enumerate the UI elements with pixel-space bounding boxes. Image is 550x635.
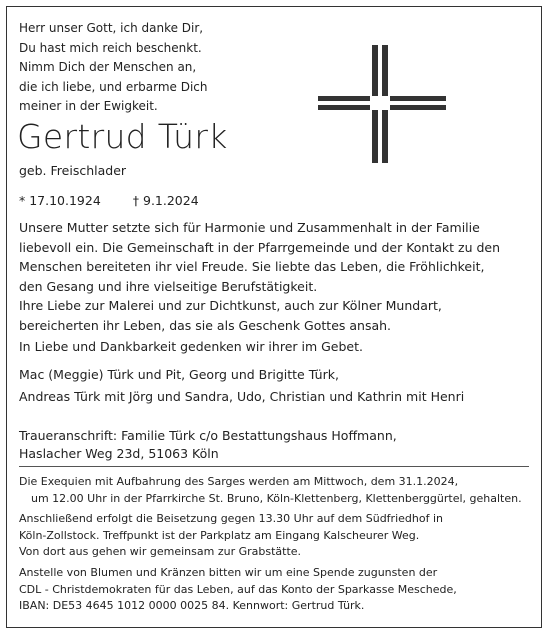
deceased-name: Gertrud Türk xyxy=(17,117,228,156)
tribute-line: Menschen bereiteten ihr viel Freude. Sie liebte das Leben, die Fröhlichkeit, xyxy=(19,259,485,274)
address-line: Haslacher Weg 23d, 51063 Köln xyxy=(19,446,219,461)
poem-line: meiner in der Ewigkeit. xyxy=(19,99,158,113)
tribute-line: den Gesang und ihre vielseitige Berufstätigkeit. xyxy=(19,278,318,294)
family-line: Andreas Türk mit Jörg und Sandra, Udo, Christian und Kathrin mit Henri xyxy=(19,389,465,404)
address-line: Traueranschrift: Familie Türk c/o Bestattungshaus Hoffmann, xyxy=(19,428,397,443)
poem-line: die ich liebe, und erbarme Dich xyxy=(19,79,208,94)
tribute-line: Unsere Mutter setzte sich für Harmonie und Zusammenhalt in der Familie xyxy=(19,220,480,235)
divider xyxy=(19,466,529,467)
exequien-line: um 12.00 Uhr in der Pfarrkirche St. Bruno, Köln-Klettenberg, Klettenberggürtel, gehalten. xyxy=(31,491,522,505)
life-dates xyxy=(19,193,199,208)
cross-icon xyxy=(318,45,446,163)
tribute-line: liebevoll ein. Die Gemeinschaft in der Pfarrgemeinde und der Kontakt zu den xyxy=(19,239,501,255)
service-info xyxy=(19,474,534,615)
tribute-line: Ihre Liebe zur Malerei und zur Dichtkunst, auch zur Kölner Mundart, xyxy=(19,298,442,313)
family-names xyxy=(19,364,464,408)
poem xyxy=(19,19,319,117)
burial-line: Von dort aus gehen wir gemeinsam zur Grabstätte. xyxy=(19,545,302,559)
donation-line: IBAN: DE53 4645 1012 0000 0025 84. Kennwort: Gertrud Türk. xyxy=(19,599,365,613)
exequien-line: Die Exequien mit Aufbahrung des Sarges werden am Mittwoch, dem 31.1.2024, xyxy=(19,475,459,488)
closing-line: In Liebe und Dankbarkeit gedenken wir ihrer im Gebet. xyxy=(19,339,363,354)
tribute-text xyxy=(19,218,539,335)
maiden-name: geb. Freischlader xyxy=(19,163,127,178)
donation-line: CDL - Christdemokraten für das Leben, auf das Konto der Sparkasse Meschede, xyxy=(19,582,457,596)
poem-line: Du hast mich reich beschenkt. xyxy=(19,40,202,55)
poem-line: Nimm Dich der Menschen an, xyxy=(19,60,197,74)
burial-line: Köln-Zollstock. Treffpunkt ist der Parkplatz am Eingang Kalscheurer Weg. xyxy=(19,528,420,542)
family-line: Mac (Meggie) Türk und Pit, Georg und Brigitte Türk, xyxy=(19,367,339,382)
tribute-line: bereicherten ihr Leben, das sie als Geschenk Gottes ansah. xyxy=(19,317,392,333)
burial-line: Anschließend erfolgt die Beisetzung gegen 13.30 Uhr auf dem Südfriedhof in xyxy=(19,512,443,526)
birth-date: * 17.10.1924 xyxy=(19,193,101,208)
mourning-address xyxy=(19,427,397,463)
donation-line: Anstelle von Blumen und Kränzen bitten wir um eine Spende zugunsten der xyxy=(19,565,438,579)
death-date: † 9.1.2024 xyxy=(132,193,199,208)
poem-line: Herr unser Gott, ich danke Dir, xyxy=(19,21,204,35)
